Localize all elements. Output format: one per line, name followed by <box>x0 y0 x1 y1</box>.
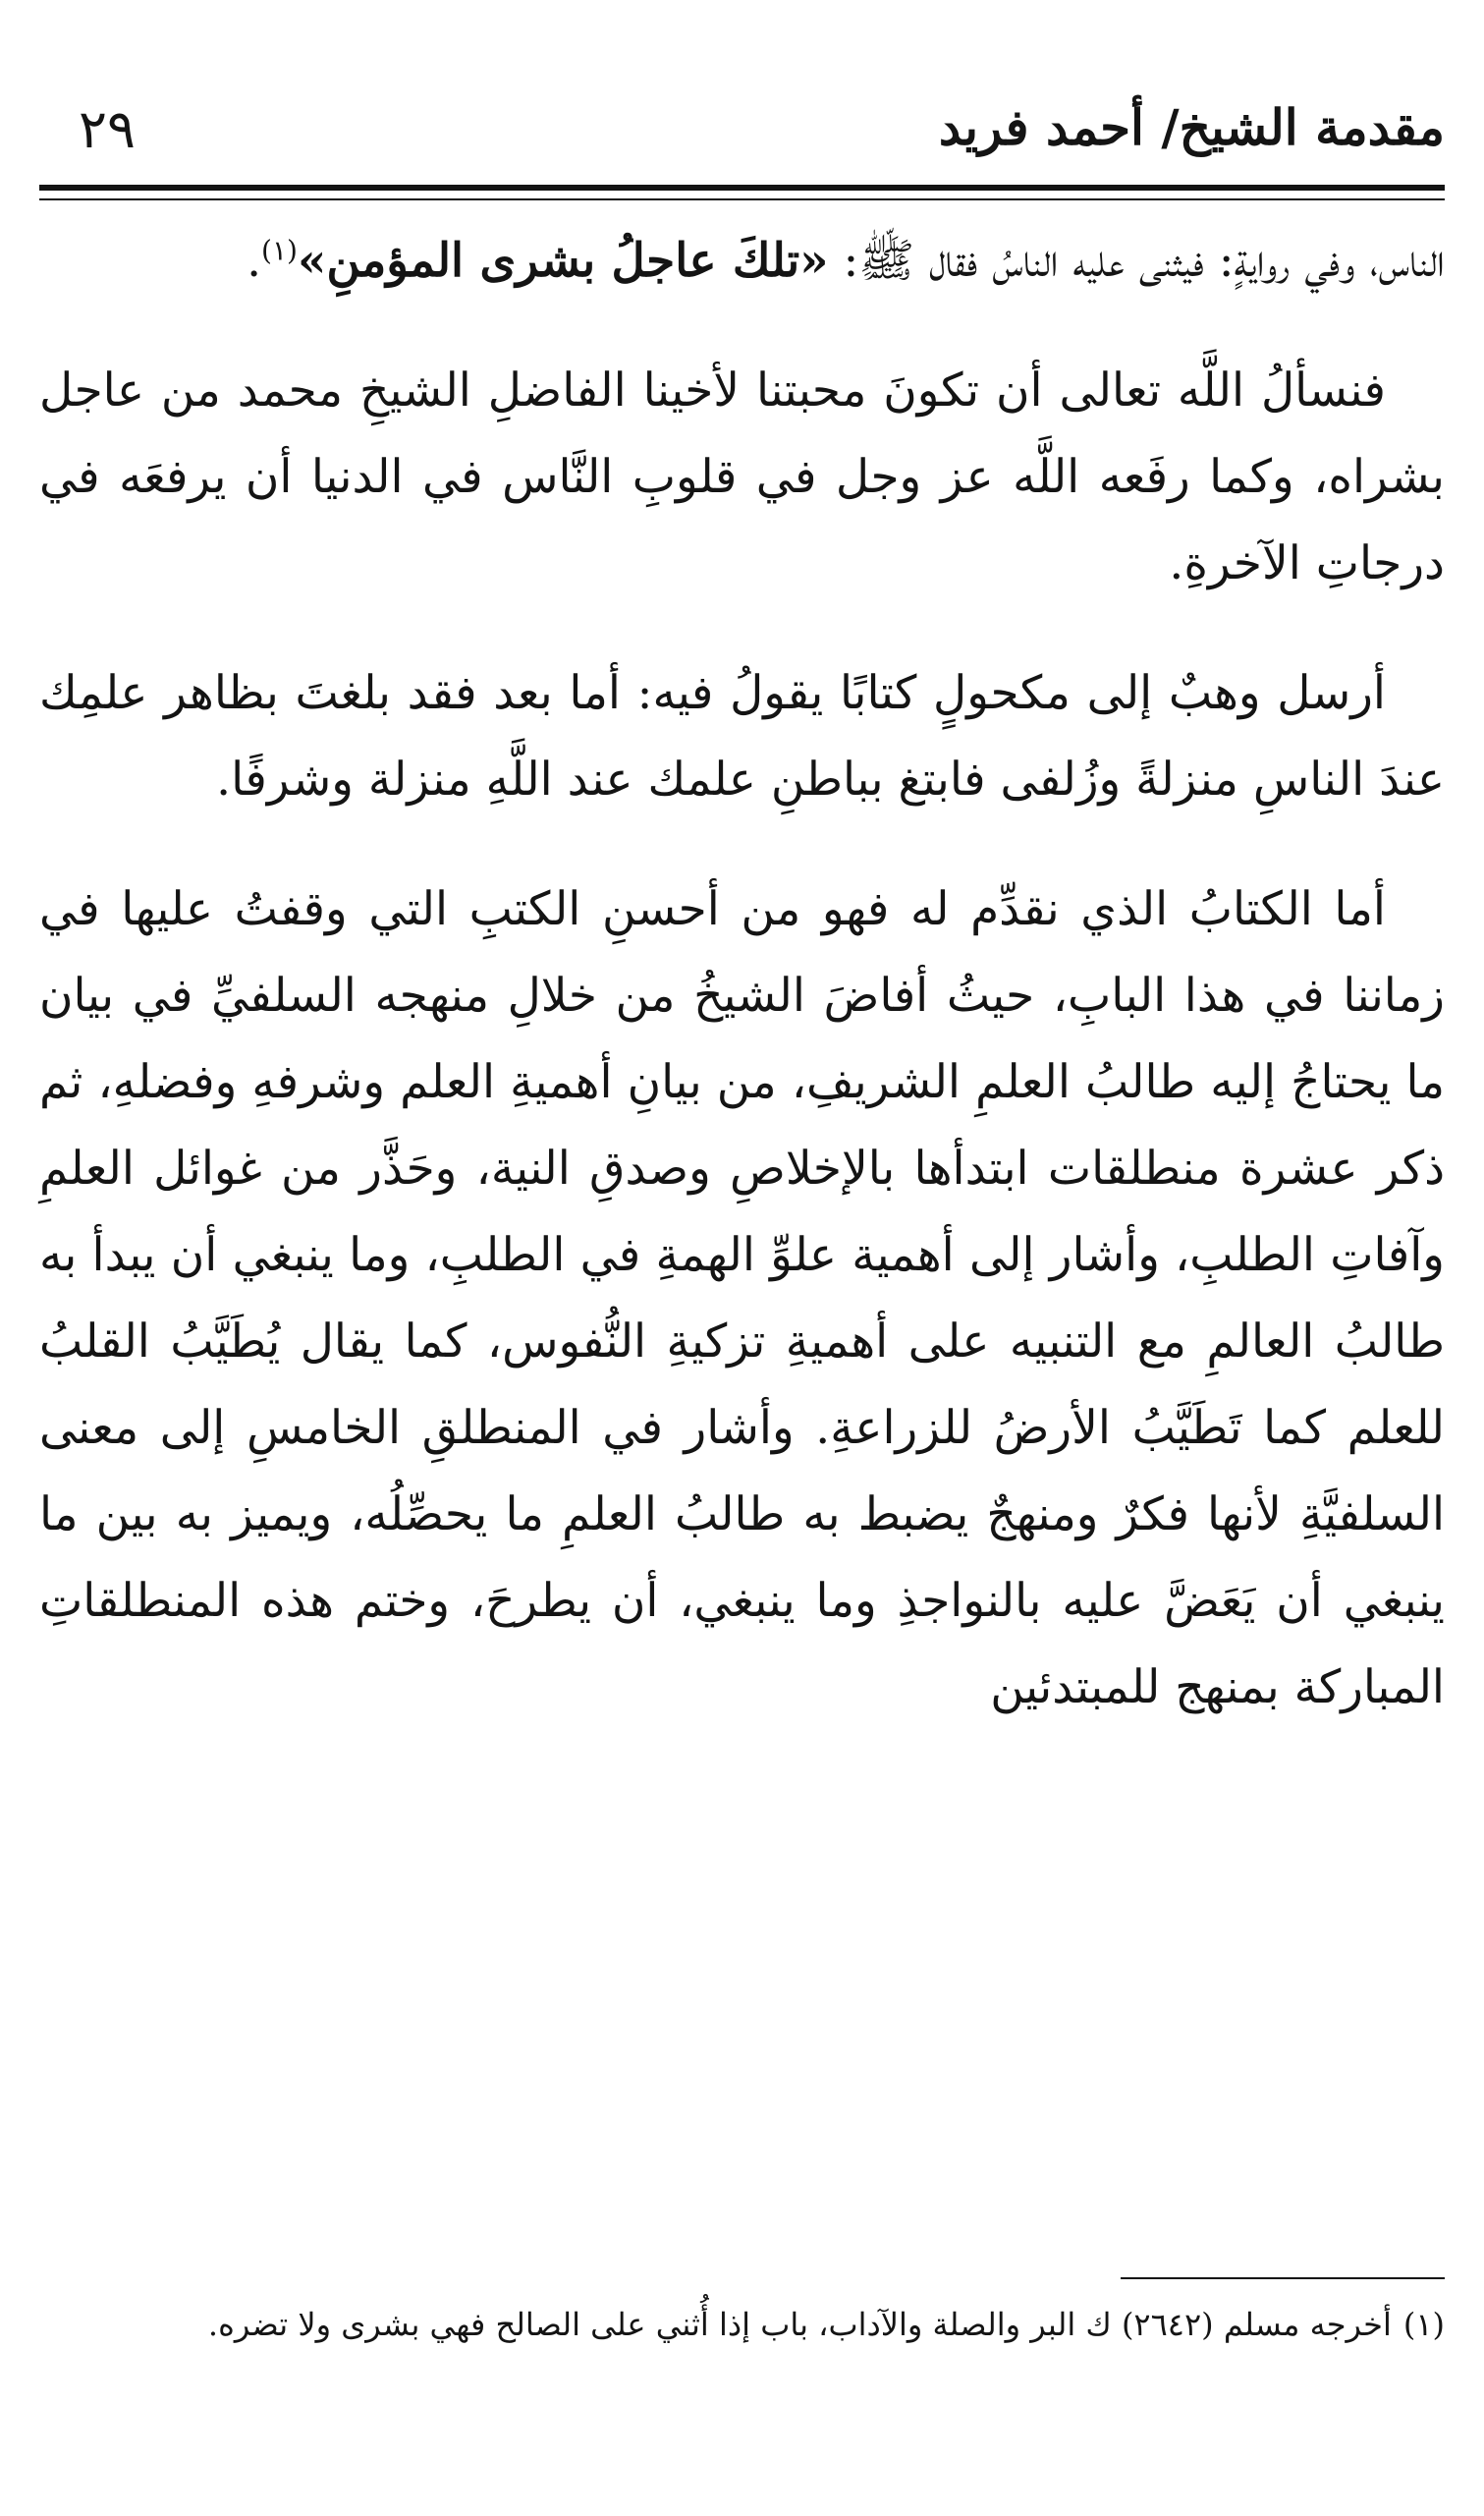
paragraph-1-end: . <box>247 234 262 288</box>
paragraph-2: فنسألُ اللَّه تعالى أن تكونَ محبتنا لأخينا الفاضلِ الشيخِ محمد من عاجل بشراه، وكما رفَعه اللَّه عز وجل في قلوبِ النَّاس في الدنيا أن يرفعَه في درجاتِ الآخرةِ. <box>39 363 1445 590</box>
header-rule-thin <box>39 198 1445 200</box>
paragraph-4: أما الكتابُ الذي نقدِّم له فهو من أحسنِ الكتبِ التي وقفتُ عليها في زماننا في هذا البابِ، حيثُ أفاضَ الشيخُ من خلالِ منهجه السلفيِّ في بيان ما يحتاجُ إليه طالبُ العلمِ الشريفِ، من بيانِ أهميةِ العلم وشرفهِ وفضلهِ، ثم ذكر عشرة منطلقات ابتدأها بالإخلاصِ وصدقِ النية، وحَذَّر من غوائل العلمِ وآفاتِ الطلبِ، وأشار إلى أهمية علوِّ الهمةِ في الطلبِ، وما ينبغي أن يبدأ به طالبُ العالمِ مع التنبيه على أهميةِ تزكيةِ النُّفوس، كما يقال يُطَيَّبُ القلبُ للعلم كما تَطَيَّبُ الأرضُ للزراعةِ. وأشار في المنطلقِ الخامسِ إلى معنى السلفيَّةِ لأنها فكرٌ ومنهجٌ يضبط به طالبُ العلمِ ما يحصِّلُه، ويميز به بين ما ينبغي أن يَعَضَّ عليه بالنواجذِ وما ينبغي، أن يطرحَ، وختم هذه المنطلقاتِ المباركة بمنهج للمبتدئين <box>39 882 1445 1714</box>
paragraph-3: أرسل وهبٌ إلى مكحولٍ كتابًا يقولُ فيه: أما بعد فقد بلغتَ بظاهر علمِك عندَ الناسِ منزلةً وزُلفى فابتغ بباطنِ علمك عند اللَّهِ منزلة وشرفًا. <box>39 666 1445 807</box>
paragraph-1-text: الناس، وفي روايةٍ: فيثنى عليه الناسُ فقال ﷺ: <box>828 234 1445 288</box>
header-rule-thick <box>39 185 1445 191</box>
footnote-text: أخرجه مسلم (٢٦٤٢) ك البر والصلة والآداب، باب إذا أُثني على الصالح فهي بشرى ولا تضره. <box>207 2306 1392 2343</box>
footnote-separator <box>1121 2277 1445 2279</box>
footnote-number: (١) <box>1402 2306 1445 2343</box>
footnotes <box>39 2294 1445 2355</box>
footnote-reference[interactable]: (١) <box>261 234 298 267</box>
page-header <box>39 98 1445 177</box>
running-head: مقدمة الشيخ/ أحمد فريد <box>938 98 1445 156</box>
hadith-quote: «تلكَ عاجلُ بشرى المؤمنِ» <box>297 234 829 288</box>
footnote-1 <box>39 2294 1445 2355</box>
paragraph-1 <box>39 218 1445 305</box>
main-text <box>39 218 1445 1774</box>
page-number: ٢٩ <box>79 98 137 160</box>
